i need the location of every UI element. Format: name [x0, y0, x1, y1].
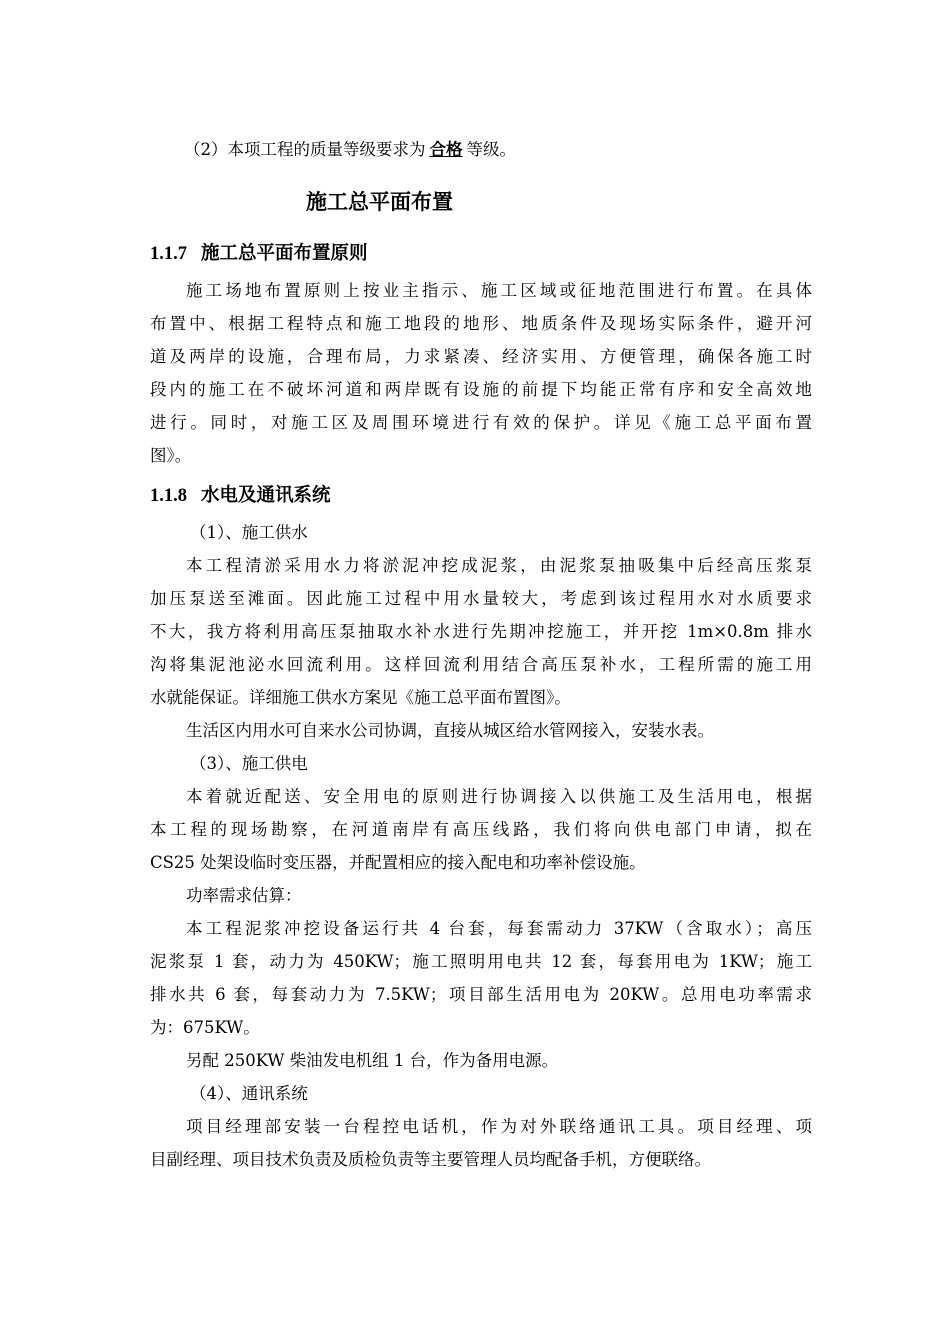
document-body	[150, 132, 812, 1176]
paragraph-line: 本工程泥浆冲挖设备运行共 4 台套，每套需动力 37KW（含取水）；高压	[186, 919, 812, 938]
paragraph-power-supply	[150, 780, 812, 879]
quality-suffix: 等级。	[466, 140, 516, 159]
subheading-power-supply: （3）、施工供电	[190, 754, 308, 773]
paragraph-line: 排水共 6 套，每套动力为 7.5KW；项目部生活用电为 20KW。总用电功率需求	[150, 985, 812, 1004]
paragraph-backup-generator: 另配 250KW 柴油发电机组 1 台，作为备用电源。	[186, 1051, 559, 1070]
paragraph-line: 施工场地布置原则上按业主指示、施工区域或征地范围进行布置。在具体	[186, 281, 812, 300]
quality-prefix: （2）本项工程的质量等级要求为	[184, 140, 426, 159]
paragraph-line: 泥浆泵 1 套，动力为 450KW；施工照明用电共 12 套，每套用电为 1KW；施工	[150, 952, 812, 971]
quality-grade: 合格	[429, 140, 463, 159]
subheading-communications: （4）、通讯系统	[190, 1084, 308, 1103]
section-heading-utilities	[150, 476, 812, 516]
section-title: 水电及通讯系统	[201, 485, 331, 506]
section-title: 施工总平面布置原则	[201, 243, 368, 264]
paragraph-line: 布置中、根据工程特点和施工地段的地形、地质条件及现场实际条件，避开河	[150, 314, 812, 333]
paragraph-line: CS25 处架设临时变压器，并配置相应的接入配电和功率补偿设施。	[150, 853, 646, 872]
paragraph-line: 沟将集泥池泌水回流利用。这样回流利用结合高压泵补水，工程所需的施工用	[150, 655, 812, 674]
paragraph-line: 本工程的现场勘察，在河道南岸有高压线路，我们将向供电部门申请，拟在	[150, 820, 812, 839]
paragraph-line: 本着就近配送、安全用电的原则进行协调接入以供施工及生活用电，根据	[186, 787, 812, 806]
power-estimate-title: 功率需求估算：	[186, 886, 302, 905]
section-heading-layout-principles	[150, 234, 812, 274]
paragraph-line: 段内的施工在不破坏河道和两岸既有设施的前提下均能正常有序和安全高效地	[150, 380, 812, 399]
paragraph-line: 水就能保证。详细施工供水方案见《施工总平面布置图》。	[150, 688, 571, 707]
paragraph-line: 进行。同时，对施工区及周围环境进行有效的保护。详见《施工总平面布置	[150, 413, 812, 432]
section-number: 1.1.8	[150, 486, 187, 506]
paragraph-line: 加压泵送至滩面。因此施工过程中用水量较大，考虑到该过程用水对水质要求	[150, 589, 812, 608]
paragraph-line: 为：675KW。	[150, 1018, 260, 1037]
paragraph-line: 目副经理、项目技术负责及质检负责等主要管理人员均配备手机，方便联络。	[150, 1150, 711, 1169]
paragraph-line: 图》。	[150, 446, 192, 465]
paragraph-communications	[150, 1110, 812, 1176]
paragraph-line: 本工程清淤采用水力将淤泥冲挖成泥浆，由泥浆泵抽吸集中后经高压浆泵	[186, 556, 812, 575]
paragraph-water-supply	[150, 549, 812, 714]
paragraph-power-estimate	[150, 912, 812, 1044]
paragraph-line: 项目经理部安装一台程控电话机，作为对外联络通讯工具。项目经理、项	[186, 1117, 812, 1136]
paragraph-layout-principles	[150, 274, 812, 472]
paragraph-line: 道及两岸的设施，合理布局，力求紧凑、经济实用、方便管理，确保各施工时	[150, 347, 812, 366]
paragraph-living-water: 生活区内用水可自来水公司协调，直接从城区给水管网接入，安装水表。	[186, 721, 714, 740]
quality-requirement-line	[150, 132, 812, 168]
chapter-heading: 施工总平面布置	[306, 190, 453, 214]
section-number: 1.1.7	[150, 244, 187, 264]
subheading-water-supply: （1）、施工供水	[190, 523, 308, 542]
paragraph-line: 不大，我方将利用高压泵抽取水补水进行先期冲挖施工，并开挖 1m×0.8m 排水	[150, 622, 812, 641]
